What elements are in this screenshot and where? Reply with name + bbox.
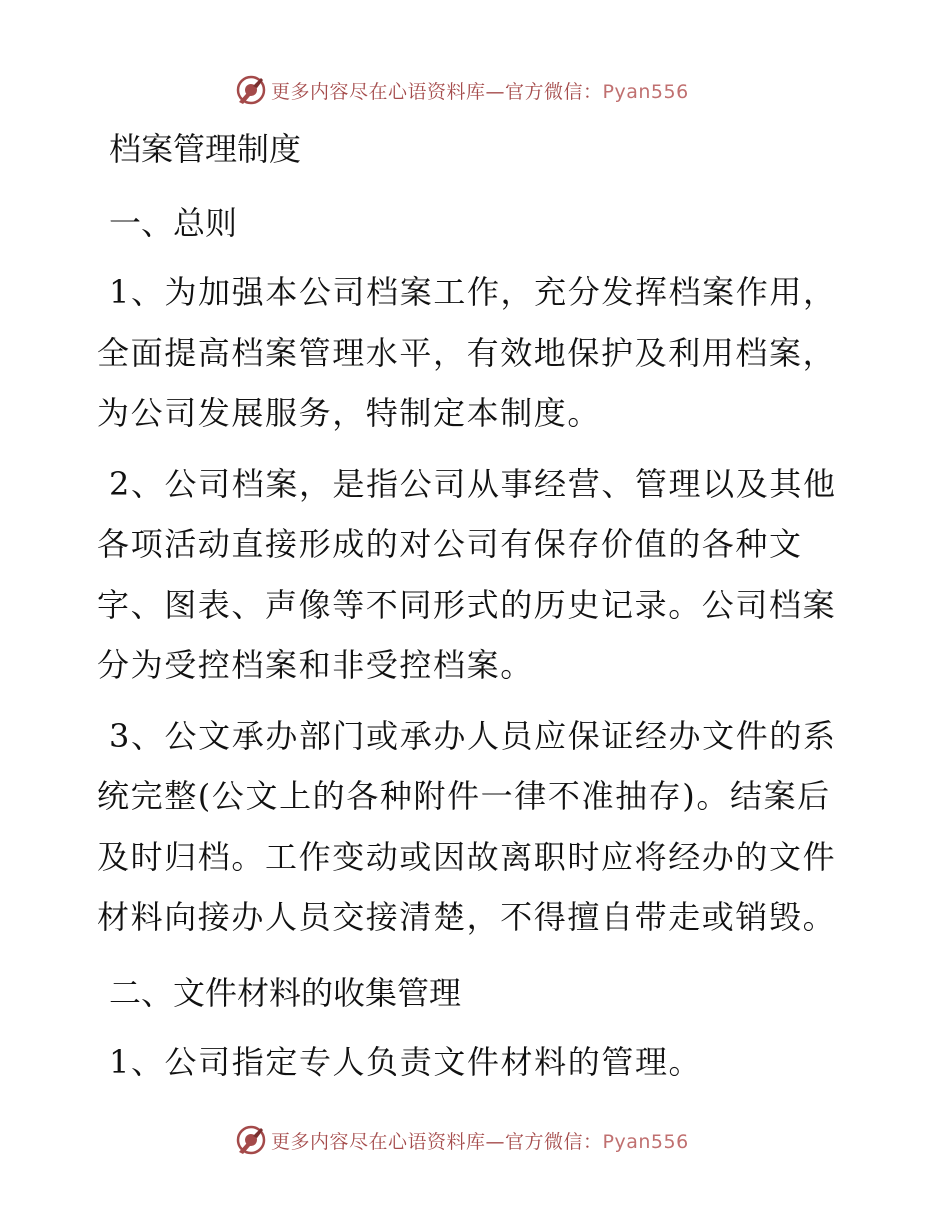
watermark-text: 更多内容尽在心语资料库—官方微信：Pyan556 xyxy=(271,1130,689,1153)
watermark-text: 更多内容尽在心语资料库—官方微信：Pyan556 xyxy=(271,80,689,103)
footer-watermark xyxy=(235,1122,689,1158)
paragraph: 1、为加强本公司档案工作，充分发挥档案作用，全面提高档案管理水平，有效地保护及利用档案，为公司发展服务，特制定本制度。 xyxy=(97,273,837,432)
paragraph: 3、公文承办部门或承办人员应保证经办文件的系统完整(公文上的各种附件一律不准抽存)。结案后及时归档。工作变动或因故离职时应将经办的文件材料向接办人员交接清楚，不得擅自带走或销毁。 xyxy=(97,716,837,936)
section-heading-general: 一、总则 xyxy=(109,204,238,242)
header-watermark xyxy=(235,72,689,108)
section-heading-file-collection: 二、文件材料的收集管理 xyxy=(109,973,462,1012)
paragraph: 1、公司指定专人负责文件材料的管理。 xyxy=(109,1042,703,1081)
pen-logo-icon xyxy=(235,74,267,106)
paragraph: 2、公司档案，是指公司从事经营、管理以及其他各项活动直接形成的对公司有保存价值的各种文字、图表、声像等不同形式的历史记录。公司档案分为受控档案和非受控档案。 xyxy=(97,464,837,684)
document-title: 档案管理制度 xyxy=(109,130,302,168)
pen-logo-icon xyxy=(235,1124,267,1156)
document-body xyxy=(97,120,857,1092)
